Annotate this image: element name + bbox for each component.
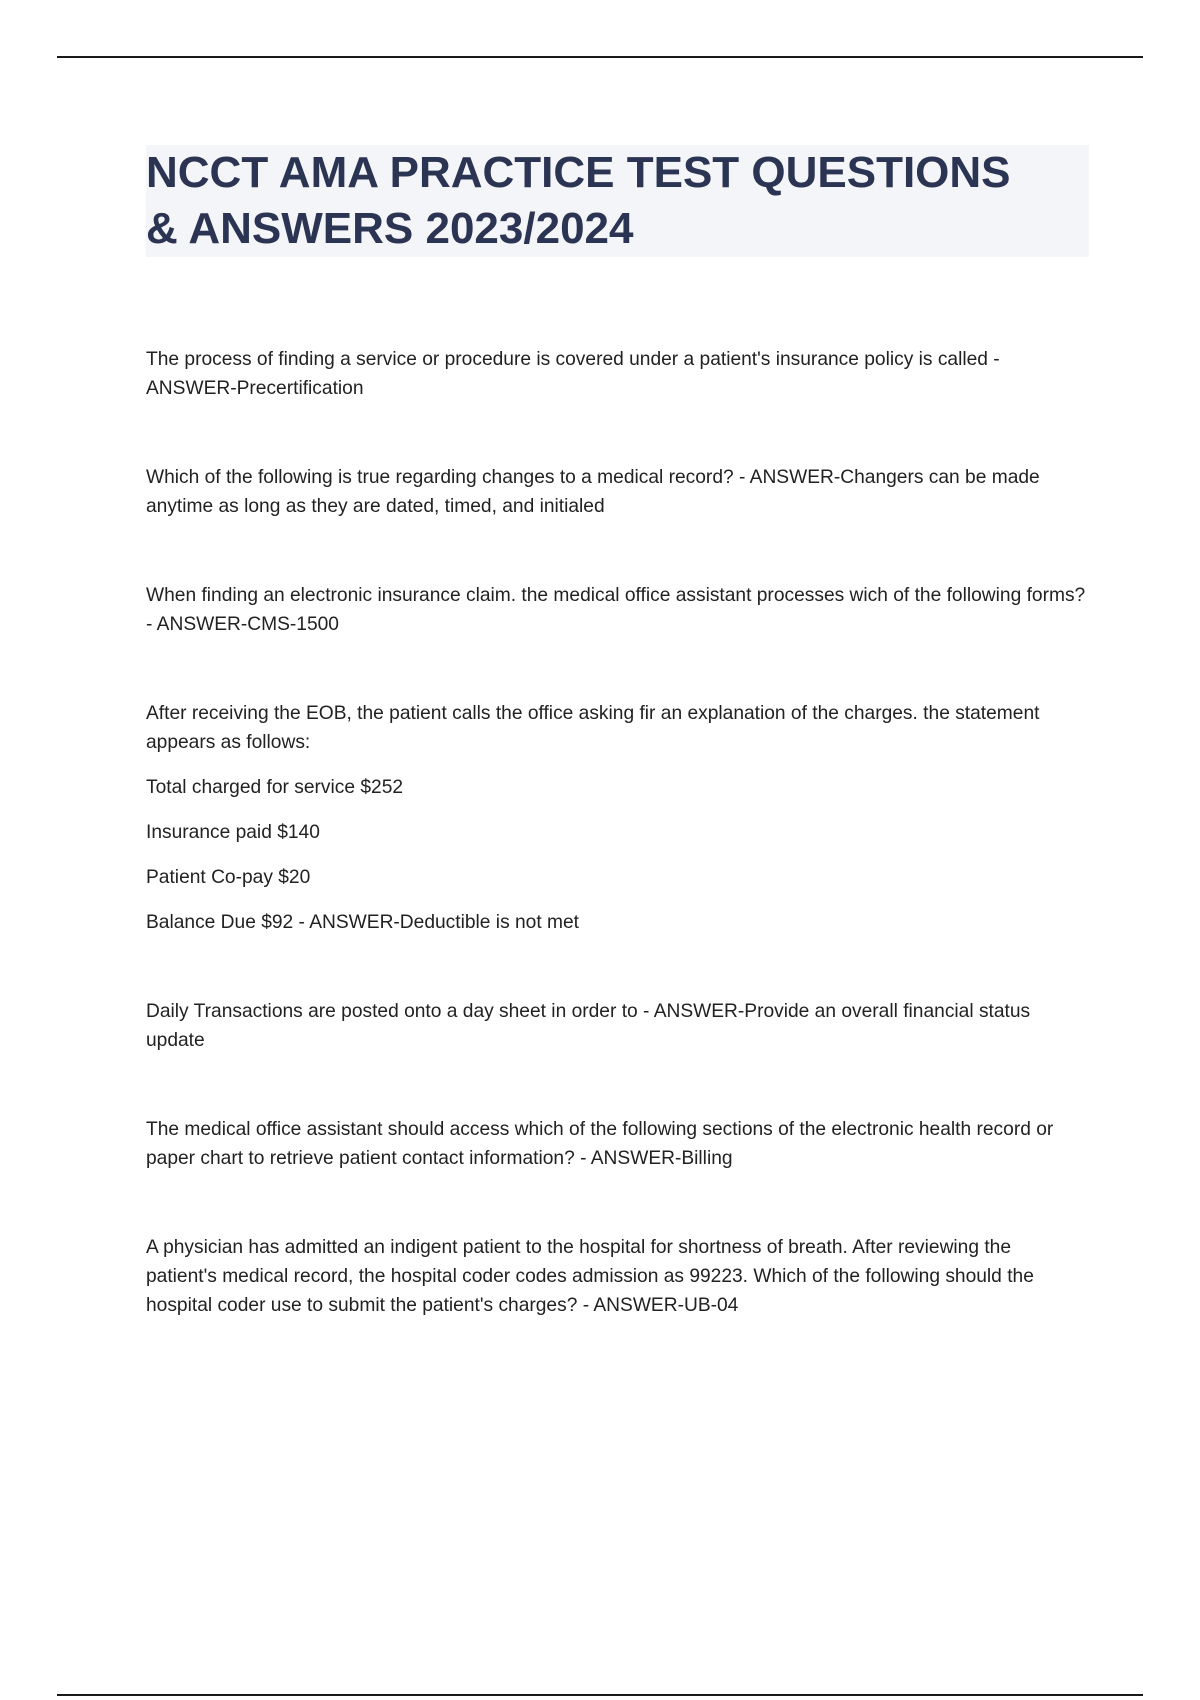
qa-item — [146, 1115, 1086, 1173]
qa-text: Which of the following is true regarding changes to a medical record? - ANSWER-Changers can be made anytime as long as they are dated, timed, and initialed — [146, 467, 1040, 517]
statement-line-copay: Patient Co-pay $20 — [146, 867, 311, 888]
qa-item — [146, 581, 1086, 639]
statement-line-balance-due: Balance Due $92 - ANSWER-Deductible is not met — [146, 912, 579, 933]
qa-item — [146, 699, 1086, 937]
qa-item — [146, 1233, 1086, 1320]
statement-line-insurance-paid: Insurance paid $140 — [146, 822, 320, 843]
top-rule — [57, 56, 1143, 58]
statement-line-total-charged: Total charged for service $252 — [146, 777, 404, 798]
qa-list — [146, 345, 1086, 1380]
qa-text: Daily Transactions are posted onto a day sheet in order to - ANSWER-Provide an overall financial status update — [146, 1001, 1031, 1051]
bottom-rule — [57, 1694, 1143, 1696]
qa-item — [146, 463, 1086, 521]
qa-text: The process of finding a service or procedure is covered under a patient's insurance policy is called - ANSWER-Precertification — [146, 349, 1000, 399]
qa-text: After receiving the EOB, the patient calls the office asking fir an explanation of the charges. the statement appears as follows: — [146, 703, 1040, 753]
qa-text: The medical office assistant should access which of the following sections of the electronic health record or paper chart to retrieve patient contact information? - ANSWER-Billing — [146, 1119, 1054, 1169]
qa-text: A physician has admitted an indigent patient to the hospital for shortness of breath. After reviewing the patient's medical record, the hospital coder codes admission as 99223. Which of the following should the hospital coder use to submit the patient's charges? - ANSWER-UB-04 — [146, 1237, 1034, 1316]
qa-item — [146, 997, 1086, 1055]
qa-text: When finding an electronic insurance claim. the medical office assistant processes wich of the following forms? - ANSWER-CMS-1500 — [146, 585, 1086, 635]
qa-item — [146, 345, 1086, 403]
document-title: NCCT AMA PRACTICE TEST QUESTIONS & ANSWERS 2023/2024 — [146, 148, 1011, 253]
